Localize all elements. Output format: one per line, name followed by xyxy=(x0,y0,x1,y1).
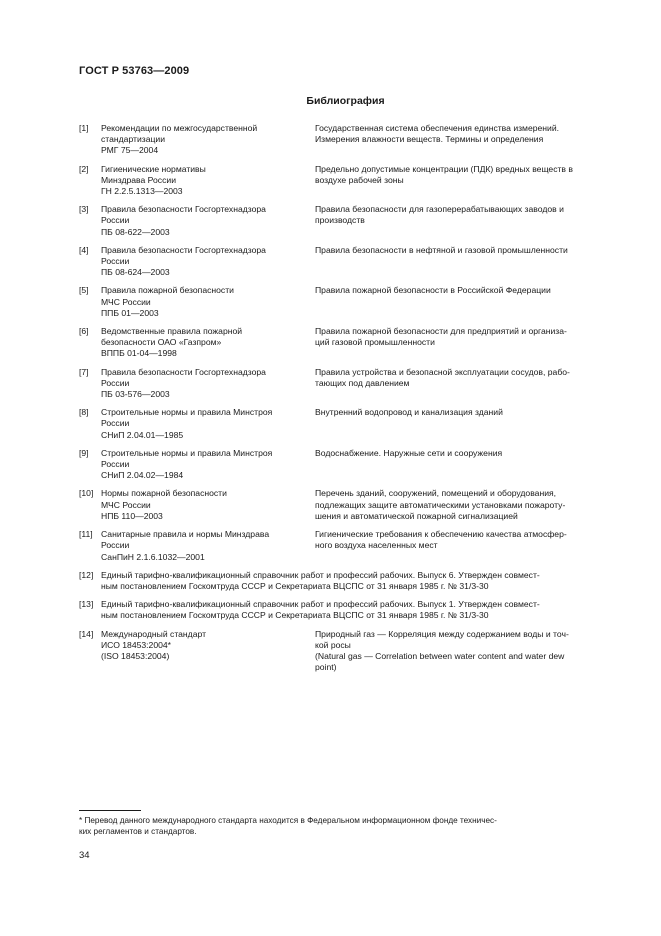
footnote-divider xyxy=(79,810,141,811)
reference-description: Гигиенические требования к обеспечению качества атмосфер- ного воздуха населенных мест xyxy=(315,529,567,551)
reference-description: Перечень зданий, сооружений, помещений и оборудования, подлежащих защите автоматическими установками пожароту- шения и автоматической пожарной сигнализацией xyxy=(315,488,566,521)
reference-item-5 xyxy=(79,285,616,319)
reference-number: [5] xyxy=(79,285,89,296)
reference-source: Гигиенические нормативы Минздрава России ГН 2.2.5.1313—2003 xyxy=(101,163,206,197)
reference-item-3 xyxy=(79,204,616,238)
reference-item-10 xyxy=(79,488,616,522)
reference-description: Внутренний водопровод и канализация зданий xyxy=(315,407,503,418)
document-number: ГОСТ Р 53763—2009 xyxy=(79,65,190,77)
reference-item-12 xyxy=(79,570,616,592)
reference-number: [10] xyxy=(79,488,94,499)
reference-description: Водоснабжение. Наружные сети и сооружения xyxy=(315,447,503,458)
reference-number: [8] xyxy=(79,407,89,418)
reference-number: [2] xyxy=(79,163,89,174)
reference-item-4 xyxy=(79,245,616,279)
reference-source: Правила безопасности Госгортехнадзора России ПБ 08-624—2003 xyxy=(101,244,266,278)
bibliography-list xyxy=(79,123,616,680)
reference-source: Строительные нормы и правила Минстроя России СНиП 2.04.01—1985 xyxy=(101,407,273,440)
reference-number: [13] xyxy=(79,599,94,610)
reference-source: Правила пожарной безопасности МЧС России ППБ 01—2003 xyxy=(101,285,234,318)
reference-description: Природный газ — Корреляция между содержанием воды и точ- кой росы (Natural gas — Correlation between water content and water dew point) xyxy=(315,628,569,673)
page-number: 34 xyxy=(79,850,90,861)
reference-description: Правила безопасности в нефтяной и газовой промышленности xyxy=(315,244,568,255)
reference-item-9 xyxy=(79,448,616,482)
reference-description: Правила пожарной безопасности в Российской Федерации xyxy=(315,285,551,296)
reference-item-13 xyxy=(79,599,616,621)
reference-description: Правила безопасности для газоперерабатывающих заводов и производств xyxy=(315,204,564,226)
reference-item-6 xyxy=(79,326,616,360)
reference-source: Строительные нормы и правила Минстроя России СНиП 2.04.02—1984 xyxy=(101,447,273,481)
reference-number: [7] xyxy=(79,366,89,377)
reference-source: Нормы пожарной безопасности МЧС России НПБ 110—2003 xyxy=(101,488,227,521)
reference-number: [4] xyxy=(79,244,89,255)
reference-description: Предельно допустимые концентрации (ПДК) вредных веществ в воздухе рабочей зоны xyxy=(315,163,573,185)
reference-item-8 xyxy=(79,407,616,441)
reference-item-1 xyxy=(79,123,616,157)
reference-number: [14] xyxy=(79,628,94,639)
reference-item-2 xyxy=(79,164,616,198)
reference-source: Санитарные правила и нормы Минздрава России СанПиН 2.1.6.1032—2001 xyxy=(101,529,270,562)
reference-full-text: Единый тарифно-квалификационный справочник работ и профессий рабочих. Выпуск 6. Утвержден совмест- ным постановлением Госкомтруда СССР и Секретариата ВЦСПС от 31 января 1985 г. № 31/3-30 xyxy=(101,569,540,591)
reference-number: [9] xyxy=(79,447,89,458)
section-title: Библиография xyxy=(306,95,385,107)
reference-item-7 xyxy=(79,367,616,401)
reference-source: Международный стандарт ИСО 18453:2004* (ISO 18453:2004) xyxy=(101,628,207,661)
reference-number: [11] xyxy=(79,529,93,540)
reference-number: [12] xyxy=(79,569,94,580)
reference-item-11 xyxy=(79,529,616,563)
reference-description: Правила устройства и безопасной эксплуатации сосудов, рабо- тающих под давлением xyxy=(315,366,570,388)
reference-source: Правила безопасности Госгортехнадзора России ПБ 08-622—2003 xyxy=(101,204,266,237)
footnote: * Перевод данного международного стандарта находится в Федеральном информационном фонде техничес- ких регламентов и стандартов. xyxy=(79,816,497,836)
reference-number: [6] xyxy=(79,326,89,337)
reference-source: Правила безопасности Госгортехнадзора России ПБ 03-576—2003 xyxy=(101,366,266,400)
reference-description: Государственная система обеспечения единства измерений. Измерения влажности веществ. Термины и определения xyxy=(315,123,560,145)
reference-item-14 xyxy=(79,629,616,674)
reference-source: Рекомендации по межгосударственной стандартизации РМГ 75—2004 xyxy=(101,123,258,156)
reference-full-text: Единый тарифно-квалификационный справочник работ и профессий рабочих. Выпуск 1. Утвержден совмест- ным постановлением Госкомтруда СССР и Секретариата ВЦСПС от 31 января 1985 г. № 31/3-30 xyxy=(101,599,540,621)
reference-number: [1] xyxy=(79,123,89,133)
reference-description: Правила пожарной безопасности для предприятий и организа- ций газовой промышленности xyxy=(315,326,567,348)
reference-number: [3] xyxy=(79,204,89,215)
reference-source: Ведомственные правила пожарной безопасности ОАО «Газпром» ВППБ 01-04—1998 xyxy=(101,326,243,359)
